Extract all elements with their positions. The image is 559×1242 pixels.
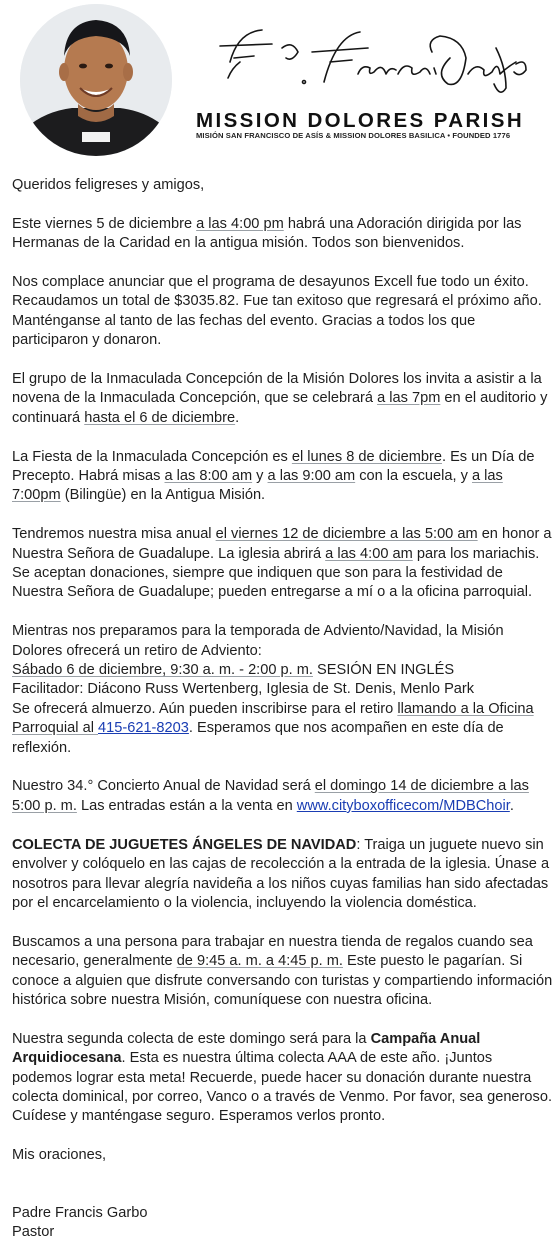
retreat-facilitator: Facilitador: Diácono Russ Wertenberg, Iglesia de St. Denis, Menlo Park (12, 681, 475, 698)
underlined-time: a las 7pm (377, 390, 441, 407)
retreat-date: Sábado 6 de diciembre, 9:30 a. m. - 2:00 p. m. (12, 662, 313, 679)
paragraph-adoration (12, 215, 554, 254)
paragraph-feast (12, 448, 554, 506)
underlined-date: el domingo 14 de diciembre a las 5:00 p. m. (12, 778, 529, 814)
paragraph-guadalupe (12, 525, 554, 603)
underlined-text: llamando a la Oficina Parroquial al (12, 700, 534, 737)
paragraph-concert (12, 777, 554, 816)
text: El grupo de la Inmaculada Concepción de la Misión Dolores los invita a asistir a la novena de la Inmaculada Concepción, que se celebrará (12, 371, 542, 407)
text: Mientras nos preparamos para la temporada de Adviento/Navidad, la Misión Dolores ofrecerá un retiro de Adviento: (12, 623, 504, 659)
underlined-date: el viernes 12 de diciembre a las 5:00 am (215, 526, 478, 543)
signer-name: Padre Francis Garbo (12, 1204, 148, 1221)
text: para los mariachis. Se aceptan donaciones, siempre que indiquen que son para la festividad de Nuestra Señora de Guadalupe; pueden entregarse a mí o a la oficina parroquial. (12, 545, 540, 601)
underlined-time: a las 4:00 am (325, 545, 413, 562)
closing: Mis oraciones, (12, 1147, 107, 1164)
text: con la escuela, y (355, 468, 472, 485)
text: : Traiga un juguete nuevo sin envolver y colóquelo en las cajas de recolección a la entrada de la iglesia. Únase a nosotros para llevar alegría navideña a los niños cuyas familias han sido afectadas por el encarcelamiento o la violencia, incluyendo la violencia doméstica. (12, 836, 550, 911)
text: . Esperamos que nos acompañen en este día de reflexión. (12, 720, 504, 756)
paragraph-novena (12, 370, 554, 428)
text: . (509, 797, 514, 814)
pastor-signature (200, 18, 540, 98)
parish-subtitle: MISIÓN SAN FRANCISCO DE ASÍS & MISSION DOLORES BASILICA • FOUNDED 1776 (196, 131, 511, 140)
underlined-date: el lunes 8 de diciembre (291, 448, 442, 465)
text: Este viernes 5 de diciembre (12, 215, 197, 232)
paragraph-gift-shop (12, 933, 554, 1011)
text: Este puesto le pagarían. Si conoce a alguien que disfrute conversando con turistas y compartiendo información histórica sobre nuestra Misión, comuníquese con nuestra oficina. (12, 953, 553, 1008)
underlined-time: a las 9:00 am (267, 468, 356, 485)
signature-block (12, 1204, 554, 1242)
tickets-link[interactable]: www.cityboxofficecom/MDBChoir (296, 797, 510, 814)
text: y (252, 468, 268, 485)
text: en honor a Nuestra Señora de Guadalupe. La iglesia abrirá (12, 526, 552, 562)
text: SESIÓN EN INGLÉS (312, 662, 455, 679)
parish-name: MISSION DOLORES PARISH (196, 109, 525, 132)
text: Nuestro 34.° Concierto Anual de Navidad será (12, 778, 315, 795)
underlined-date: hasta el 6 de diciembre (84, 409, 236, 426)
text: Se ofrecerá almuerzo. Aún pueden inscribirse para el retiro (12, 700, 398, 717)
underlined-time: a las 4:00 pm (196, 215, 284, 232)
text: (Bilingüe) en la Antigua Misión. (60, 487, 266, 504)
text: habrá una Adoración dirigida por las Hermanas de la Caridad en la antigua misión. Todos son bienvenidos. (12, 215, 522, 252)
text: Nuestra segunda colecta de este domingo será para la (12, 1030, 371, 1047)
phone-link[interactable]: 415-621-8203 (98, 720, 189, 737)
text: . Esta es nuestra última colecta AAA de este año. ¡Juntos podemos lograr esta meta! Recuerde, puede hacer su donación durante nuestra colecta dominical, por correo, Vanco o a través de Venmo. Por favor, sea generoso. Cuídese y manténgase seguro. Esperamos verlos pronto. (12, 1050, 552, 1125)
text: La Fiesta de la Inmaculada Concepción es (12, 448, 292, 465)
underlined-time: a las 8:00 am (164, 468, 253, 485)
underlined-time: de 9:45 a. m. a 4:45 p. m. (176, 953, 343, 970)
paragraph-breakfast: Nos complace anunciar que el programa de desayunos Excell fue todo un éxito. Recaudamos un total de $3035.82. Fue tan exitoso que regresará el próximo año. Manténganse al tanto de las fechas del evento. Gracias a todos los que participaron y donaron. (12, 274, 542, 349)
letter-body (12, 176, 554, 1242)
text: Las entradas están a la venta en (76, 797, 297, 814)
signer-title: Pastor (12, 1223, 55, 1240)
text: Buscamos a una persona para trabajar en nuestra tienda de regalos cuando sea necesario, generalmente (12, 933, 533, 970)
paragraph-collection (12, 1030, 554, 1127)
paragraph-toy-drive (12, 836, 554, 914)
paragraph-retreat (12, 622, 554, 758)
greeting: Queridos feligreses y amigos, (12, 177, 205, 193)
text: . Es un Día de Precepto. Habrá misas (12, 448, 535, 485)
underlined-time: a las 7:00pm (12, 468, 503, 504)
letterhead (0, 0, 559, 162)
text: en el auditorio y continuará (12, 390, 548, 426)
text: Tendremos nuestra misa anual (12, 526, 216, 543)
campaign-name: Campaña Anual Arquidiocesana (12, 1030, 481, 1067)
toy-drive-heading: COLECTA DE JUGUETES ÁNGELES DE NAVIDAD (12, 836, 357, 853)
pastor-portrait (20, 4, 172, 156)
text: . (235, 409, 240, 426)
